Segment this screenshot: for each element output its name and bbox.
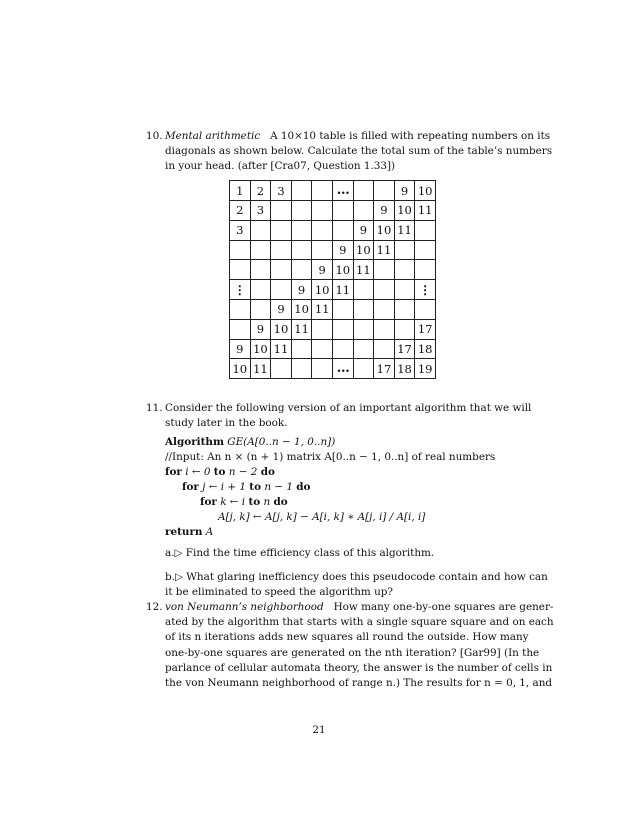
- table-cell: [291, 299, 312, 319]
- problem-11-text: [165, 401, 532, 431]
- table-cell: [415, 359, 436, 379]
- table-cell: [250, 339, 271, 359]
- table-cell: [230, 319, 251, 339]
- algorithm-assignment: A[j, k] ← A[j, k] − A[i, k] ∗ A[j, i] / A[i, i]: [218, 511, 426, 523]
- table-cell: [250, 201, 271, 221]
- table-cell: [394, 280, 415, 300]
- cell-value: 18: [397, 361, 412, 376]
- table-cell: [291, 201, 312, 221]
- table-row: [230, 260, 436, 280]
- cell-value: 10: [356, 242, 371, 257]
- cell-value: 2: [256, 183, 265, 198]
- table-cell: [415, 240, 436, 260]
- cell-value: 11: [314, 302, 330, 317]
- table-cell: [374, 280, 395, 300]
- problem-11-part-a: a.▷ Find the time efficiency class of this algorithm.: [165, 547, 435, 559]
- table-cell: [394, 319, 415, 339]
- cell-value: 10: [294, 302, 309, 317]
- table-cell: [332, 319, 353, 339]
- table-cell: [332, 220, 353, 240]
- table-row: [230, 181, 436, 201]
- problem-12-line-1: How many one-by-one squares are gener-: [333, 601, 554, 613]
- table-cell: [291, 319, 312, 339]
- table-cell: [415, 220, 436, 240]
- table-cell: [230, 181, 251, 201]
- table-cell: [312, 280, 333, 300]
- table-cell: [312, 339, 333, 359]
- return-value: A: [205, 526, 214, 538]
- loop-i-init: i ← 0: [185, 466, 211, 478]
- for-keyword: for: [182, 481, 199, 493]
- table-cell: [312, 359, 333, 379]
- problem-11-number: 11.: [146, 402, 163, 414]
- table-cell: [353, 260, 374, 280]
- algorithm-input-comment: //Input: An n × (n + 1) matrix A[0..n − 1, 0..n] of real numbers: [165, 451, 496, 463]
- cell-value: 9: [297, 282, 306, 297]
- table-cell: [374, 240, 395, 260]
- cell-value: 10: [253, 341, 268, 356]
- table-cell: [394, 181, 415, 201]
- table-cell: [271, 240, 292, 260]
- loop-j-end: n − 1: [264, 481, 293, 493]
- table-cell: [374, 319, 395, 339]
- table-cell: [230, 299, 251, 319]
- problem-12-line-6: the von Neumann neighborhood of range n.) The results for n = 0, 1, and: [165, 677, 553, 690]
- table-cell: [271, 319, 292, 339]
- cell-value: 10: [376, 223, 392, 238]
- problem-12-line-5: parlance of cellular automata theory, the answer is the number of cells in: [165, 661, 553, 674]
- table-cell: [353, 299, 374, 319]
- table-row: [230, 339, 436, 359]
- problem-10-text: [165, 129, 553, 175]
- table-cell: [271, 201, 292, 221]
- table-row: [230, 319, 436, 339]
- table-cell: [271, 359, 292, 379]
- table-cell: [250, 260, 271, 280]
- problem-10-title: Mental arithmetic: [165, 130, 261, 142]
- table-cell: [230, 220, 251, 240]
- to-keyword: to: [213, 466, 226, 478]
- problem-12-line-3: of its n iterations adds new squares all round the outside. How many: [165, 631, 529, 644]
- table-cell: [291, 260, 312, 280]
- problem-11-part-b: [165, 570, 548, 600]
- cell-value: 11: [273, 341, 289, 356]
- diagonal-number-table: [229, 180, 436, 379]
- cell-value: 10: [232, 361, 248, 376]
- to-keyword: to: [249, 481, 262, 493]
- table-row: [230, 220, 436, 240]
- algorithm-header: [165, 435, 335, 450]
- table-cell: [312, 201, 333, 221]
- for-keyword: for: [200, 496, 217, 508]
- table-cell: [374, 181, 395, 201]
- vertical-ellipsis: ⋮: [233, 282, 246, 297]
- cell-value: 2: [236, 203, 244, 218]
- table-cell: [312, 220, 333, 240]
- cell-value: 9: [380, 203, 388, 218]
- cell-value: 3: [277, 183, 285, 198]
- table-cell: [332, 201, 353, 221]
- problem-12-title: von Neumann’s neighborhood: [165, 601, 324, 613]
- table-cell: [250, 181, 271, 201]
- problem-12-line-2: ated by the algorithm that starts with a single square square and on each: [165, 616, 554, 629]
- algorithm-loop-k: [200, 495, 288, 510]
- table-cell: [291, 359, 312, 379]
- cell-value: 17: [397, 341, 412, 356]
- table-cell: [271, 299, 292, 319]
- cell-value: 11: [294, 322, 309, 337]
- algorithm-signature: GE(A[0..n − 1, 0..n]): [227, 436, 336, 448]
- table-cell: [374, 359, 395, 379]
- problem-10-line-1: A 10×10 table is filled with repeating numbers on its: [270, 130, 551, 142]
- table-cell: [291, 220, 312, 240]
- table-cell: [415, 181, 436, 201]
- table-cell: [230, 201, 251, 221]
- table-cell: [353, 280, 374, 300]
- table-cell: [332, 181, 353, 201]
- table-cell: [353, 319, 374, 339]
- table-cell: [271, 260, 292, 280]
- problem-12-line-4: one-by-one squares are generated on the nth iteration? [Gar99] (In the: [165, 646, 540, 659]
- table-cell: [353, 339, 374, 359]
- table-cell: [415, 260, 436, 280]
- do-keyword: do: [273, 496, 288, 508]
- table-row: [230, 280, 436, 300]
- table-cell: [332, 240, 353, 260]
- problem-10-number: 10.: [146, 130, 163, 142]
- table-cell: [415, 280, 436, 300]
- problem-10-line-3: in your head. (after [Cra07, Question 1.33]): [165, 160, 396, 173]
- algorithm-loop-i: [165, 465, 275, 480]
- problem-11-line-1: Consider the following version of an important algorithm that we will: [165, 402, 532, 414]
- vertical-ellipsis: ⋮: [419, 282, 432, 297]
- table-cell: [271, 339, 292, 359]
- table-cell: [230, 359, 251, 379]
- cell-value: 9: [359, 223, 368, 238]
- cell-value: 11: [376, 242, 392, 257]
- table-cell: [291, 339, 312, 359]
- cell-value: 17: [417, 322, 433, 337]
- algorithm-return: [165, 525, 213, 540]
- do-keyword: do: [296, 481, 311, 493]
- problem-11-part-b-line-2: it be eliminated to speed the algorithm up?: [165, 586, 393, 599]
- table-cell: [394, 201, 415, 221]
- problem-12-text: [165, 600, 554, 691]
- cell-value: 11: [356, 262, 371, 277]
- table-cell: [230, 280, 251, 300]
- table-cell: [332, 280, 353, 300]
- cell-value: 9: [318, 262, 326, 277]
- cell-value: 19: [417, 361, 433, 376]
- horizontal-ellipsis: …: [336, 361, 349, 377]
- cell-value: 10: [417, 183, 433, 198]
- cell-value: 9: [400, 183, 409, 198]
- cell-value: 17: [376, 361, 392, 376]
- table-cell: [353, 181, 374, 201]
- table-cell: [353, 220, 374, 240]
- table-cell: [374, 201, 395, 221]
- loop-k-end: n: [263, 496, 271, 508]
- cell-value: 9: [339, 242, 347, 257]
- loop-k-init: k ← i: [220, 496, 246, 508]
- table-cell: [291, 240, 312, 260]
- table-cell: [374, 339, 395, 359]
- cell-value: 11: [253, 361, 268, 376]
- problem-11-line-2: study later in the book.: [165, 417, 288, 430]
- table-cell: [250, 240, 271, 260]
- table-cell: [291, 280, 312, 300]
- table-cell: [332, 260, 353, 280]
- table-cell: [374, 260, 395, 280]
- horizontal-ellipsis: …: [336, 183, 349, 198]
- table-cell: [312, 260, 333, 280]
- table-cell: [230, 240, 251, 260]
- to-keyword: to: [248, 496, 261, 508]
- problem-12-number: 12.: [146, 601, 163, 613]
- table-cell: [271, 280, 292, 300]
- problem-10-line-2: diagonals as shown below. Calculate the total sum of the table’s numbers: [165, 145, 553, 158]
- cell-value: 3: [236, 223, 244, 238]
- table-cell: [394, 260, 415, 280]
- table-row: [230, 359, 436, 379]
- cell-value: 10: [273, 322, 289, 337]
- algorithm-keyword: Algorithm: [165, 436, 224, 448]
- cell-value: 11: [397, 223, 412, 238]
- table-cell: [250, 299, 271, 319]
- table-cell: [230, 339, 251, 359]
- table-cell: [332, 299, 353, 319]
- cell-value: 3: [256, 203, 265, 218]
- table-row: [230, 201, 436, 221]
- table-cell: [312, 181, 333, 201]
- algorithm-loop-j: [182, 480, 310, 495]
- table-cell: [332, 339, 353, 359]
- cell-value: 10: [397, 203, 412, 218]
- table-cell: [394, 220, 415, 240]
- cell-value: 9: [277, 302, 285, 317]
- table-cell: [394, 339, 415, 359]
- table-cell: [394, 299, 415, 319]
- table-cell: [312, 240, 333, 260]
- cell-value: 9: [236, 341, 244, 356]
- table-cell: [332, 359, 353, 379]
- table-row: [230, 240, 436, 260]
- problem-11-part-b-line-1: b.▷ What glaring inefficiency does this pseudocode contain and how can: [165, 571, 548, 583]
- for-keyword: for: [165, 466, 182, 478]
- table-cell: [291, 181, 312, 201]
- cell-value: 10: [335, 262, 351, 277]
- loop-i-end: n − 2: [228, 466, 258, 478]
- table-cell: [230, 260, 251, 280]
- table-cell: [415, 201, 436, 221]
- table-row: [230, 299, 436, 319]
- table-cell: [250, 319, 271, 339]
- table-cell: [394, 240, 415, 260]
- table-cell: [353, 240, 374, 260]
- loop-j-init: j ← i + 1: [202, 481, 246, 493]
- table-cell: [374, 299, 395, 319]
- table-cell: [250, 280, 271, 300]
- return-keyword: return: [165, 526, 203, 538]
- table-cell: [415, 299, 436, 319]
- table-cell: [312, 319, 333, 339]
- table-cell: [394, 359, 415, 379]
- table-cell: [250, 359, 271, 379]
- cell-value: 11: [335, 282, 351, 297]
- table-cell: [374, 220, 395, 240]
- table-cell: [415, 339, 436, 359]
- page-number: 21: [312, 724, 326, 736]
- cell-value: 1: [236, 183, 244, 198]
- do-keyword: do: [260, 466, 275, 478]
- table-cell: [250, 220, 271, 240]
- table-cell: [271, 220, 292, 240]
- cell-value: 10: [314, 282, 330, 297]
- cell-value: 11: [417, 203, 433, 218]
- table-cell: [312, 299, 333, 319]
- table-cell: [353, 201, 374, 221]
- cell-value: 18: [417, 341, 433, 356]
- table-cell: [415, 319, 436, 339]
- cell-value: 9: [256, 322, 265, 337]
- table-cell: [353, 359, 374, 379]
- table-cell: [271, 181, 292, 201]
